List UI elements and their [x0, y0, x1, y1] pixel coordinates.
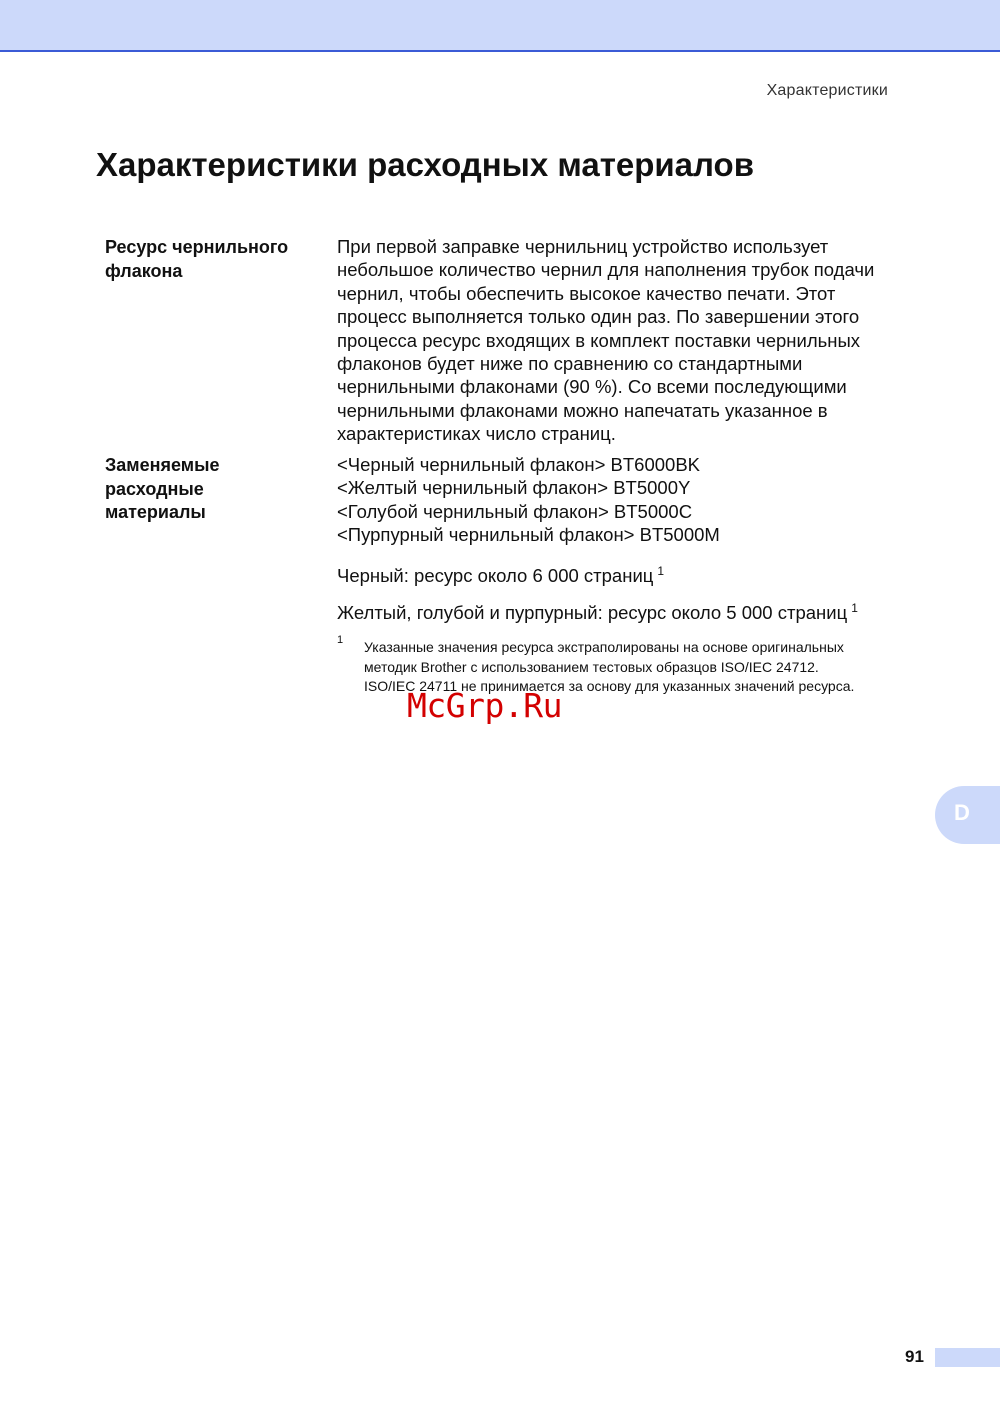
consumable-item: <Черный чернильный флакон> BT6000BK — [337, 454, 701, 475]
footnote-mark: 1 — [337, 634, 344, 646]
spec-body-line: характеристиках число страниц. — [337, 423, 616, 445]
spec-label-ink-yield — [105, 236, 320, 283]
consumable-item: <Желтый чернильный флакон> BT5000Y — [337, 477, 691, 499]
page-number: 91 — [905, 1347, 924, 1366]
spec-body-line: чернильными флаконами (90 %). Со всеми последующими — [337, 376, 847, 398]
yield-color-text: Желтый, голубой и пурпурный: ресурс около 5 000 страниц — [337, 602, 848, 623]
spec-body-ink-yield — [337, 235, 937, 446]
yield-color — [337, 597, 937, 624]
spec-label-line: Ресурс чернильного — [105, 237, 289, 257]
footnote-line: ISO/IEC 24711 не принимается за основу для указанных значений ресурса. — [364, 678, 855, 695]
spec-label-line: флакона — [105, 260, 183, 281]
spec-body-line: процесс выполняется только один раз. По завершении этого — [337, 306, 860, 328]
yield-black — [337, 560, 937, 587]
footnote-ref: 1 — [657, 564, 665, 578]
footer-band — [935, 1348, 1000, 1367]
spec-label-line: Заменяемые — [105, 455, 220, 475]
page-title: Характеристики расходных материалов — [96, 146, 755, 183]
header-band — [0, 0, 1000, 52]
spec-body-line: чернильными флаконами можно напечатать указанное в — [337, 399, 828, 421]
spec-label-consumables — [105, 454, 320, 525]
spec-body-consumables — [337, 453, 937, 547]
spec-label-line: материалы — [105, 502, 206, 522]
spec-body-line: процесса ресурс входящих в комплект поставки чернильных — [337, 329, 861, 351]
watermark: McGrp.Ru — [407, 686, 562, 725]
footnote-line: Указанные значения ресурса экстраполированы на основе оригинальных — [364, 639, 844, 655]
spec-body-line: небольшое количество чернил для наполнения трубок подачи — [337, 259, 875, 281]
footnote-ref: 1 — [851, 601, 858, 615]
spec-body-line: При первой заправке чернильниц устройство использует — [337, 236, 829, 257]
consumable-item: <Пурпурный чернильный флакон> BT5000M — [337, 524, 720, 546]
running-header: Характеристики — [766, 82, 888, 99]
yield-black-text: Черный: ресурс около 6 000 страниц — [337, 565, 654, 586]
spec-body-line: флаконов будет ниже по сравнению со стандартными — [337, 353, 803, 375]
spec-label-line: расходные — [105, 478, 204, 499]
chapter-letter: D — [954, 800, 970, 825]
spec-body-line: чернил, чтобы обеспечить высокое качество печати. Этот — [337, 282, 836, 304]
footnote-line: методик Brother с использованием тестовых образцов ISO/IEC 24712. — [364, 658, 819, 675]
consumable-item: <Голубой чернильный флакон> BT5000C — [337, 500, 693, 522]
